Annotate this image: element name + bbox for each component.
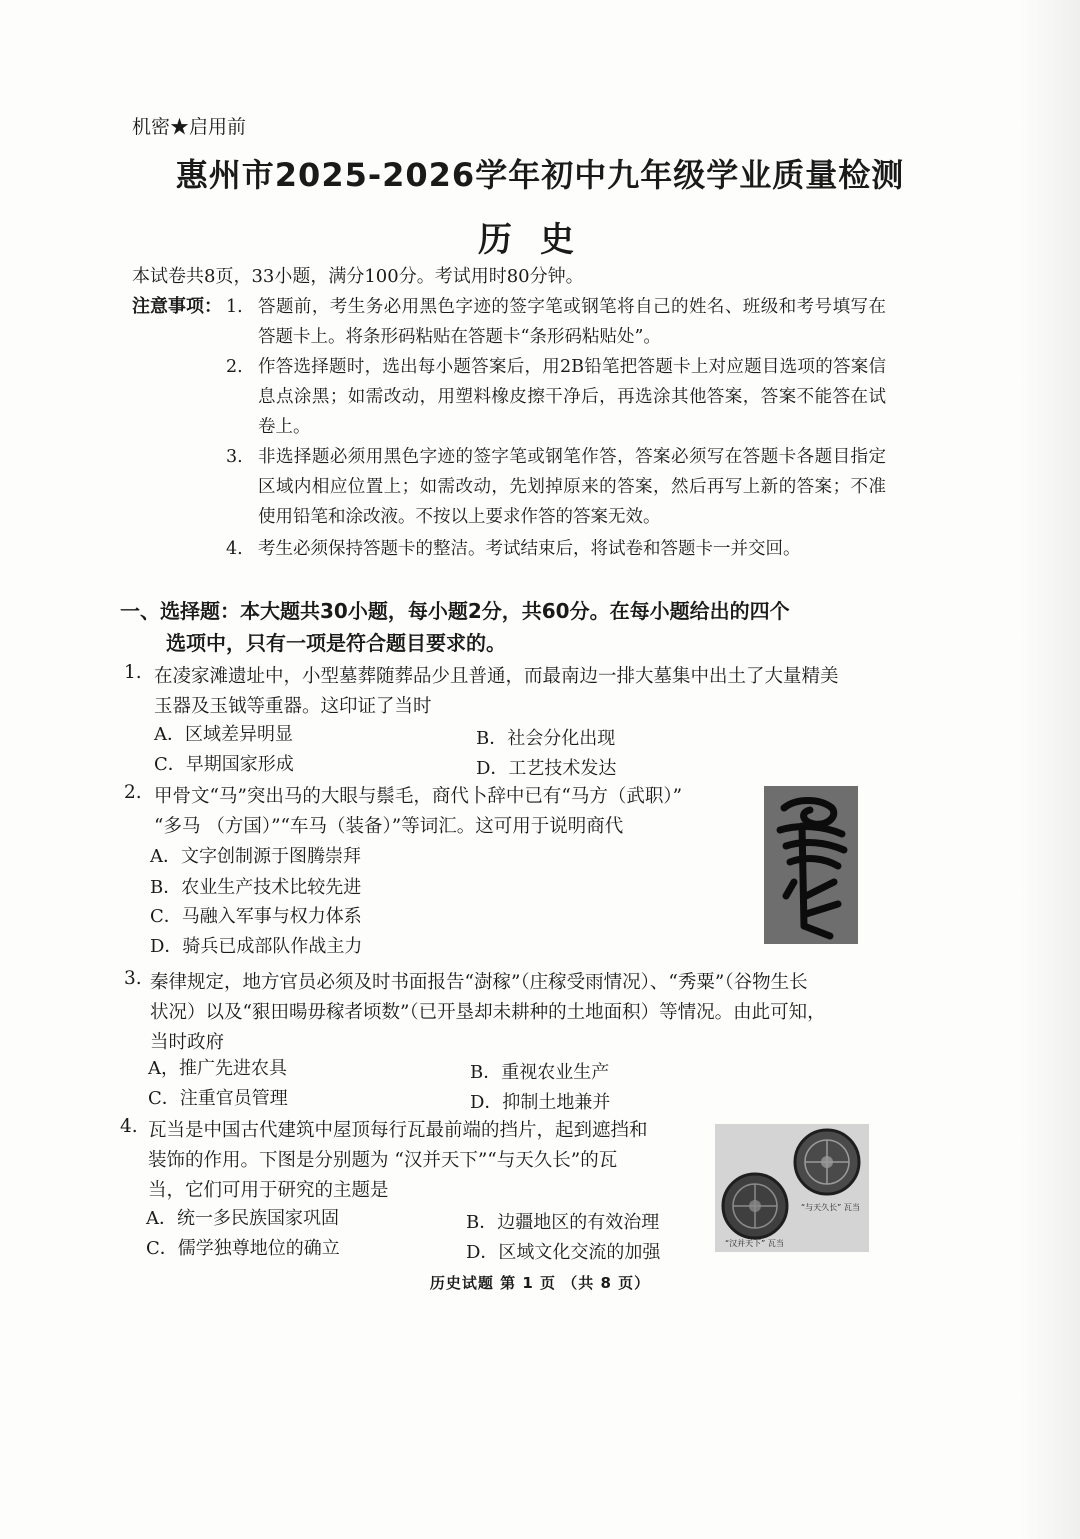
question-3-number: 3.	[124, 968, 142, 989]
note-item	[226, 534, 886, 564]
confidential-mark: 机密★启用前	[132, 116, 247, 138]
stem-line: 秦律规定，地方官员必须及时书面报告“澍稼”（庄稼受雨情况）、“秀粟”（谷物生长	[150, 972, 808, 993]
roof-tile-pair-icon	[715, 1124, 869, 1252]
question-3-option-a: A，推广先进农具	[148, 1058, 287, 1079]
page-footer: 历史试题 第 1 页 （共 8 页）	[429, 1274, 651, 1292]
question-1-option-b: B．社会分化出现	[476, 728, 616, 749]
exam-title: 惠州市2025-2026学年初中九年级学业质量检测	[175, 156, 905, 194]
question-3-option-b: B．重视农业生产	[470, 1062, 610, 1083]
question-2-option-c: C．马融入军事与权力体系	[150, 906, 362, 927]
subject-title: 历史	[478, 220, 602, 260]
question-2-stem	[154, 782, 774, 842]
note-text: 非选择题必须用黑色字迹的签字笔或钢笔作答，答案必须写在答题卡各题目指定区域内相应位置上；如需改动，先划掉原来的答案，然后再写上新的答案；不准使用铅笔和涂改液。不按以上要求作答的答案无效。	[258, 447, 886, 527]
stem-line: 在凌家滩遗址中，小型墓葬随葬品少且普通，而最南边一排大墓集中出土了大量精美	[154, 666, 839, 687]
question-4-option-b: B．边疆地区的有效治理	[466, 1212, 660, 1233]
question-4-option-d: D．区域文化交流的加强	[466, 1242, 661, 1263]
question-4-option-a: A．统一多民族国家巩固	[146, 1208, 339, 1229]
section-heading-line1: 一、选择题：本大题共30小题，每小题2分，共60分。在每小题给出的四个	[120, 599, 790, 623]
tile-caption-left: “汉并天下” 瓦当	[725, 1239, 784, 1248]
question-2-option-b: B．农业生产技术比较先进	[150, 877, 362, 898]
question-1-option-a: A．区域差异明显	[154, 724, 293, 745]
question-2-option-a: A．文字创制源于图腾崇拜	[150, 846, 361, 867]
stem-line: 当，它们可用于研究的主题是	[148, 1180, 389, 1201]
stem-line: 甲骨文“马”突出马的大眼与鬃毛，商代卜辞中已有“马方（武职）”	[154, 786, 683, 807]
note-item	[226, 292, 886, 352]
note-item	[226, 442, 886, 532]
question-4-stem	[148, 1116, 708, 1206]
stem-line: 当时政府	[150, 1032, 225, 1053]
question-4-option-c: C．儒学独尊地位的确立	[146, 1238, 340, 1259]
note-item	[226, 352, 886, 442]
note-number: 4.	[226, 539, 243, 559]
question-3-option-d: D．抑制土地兼并	[470, 1092, 611, 1113]
note-number: 3.	[226, 447, 243, 467]
question-1-number: 1.	[124, 662, 142, 683]
horse-glyph-icon	[764, 786, 858, 944]
question-4-number: 4.	[120, 1116, 138, 1137]
question-1-option-c: C．早期国家形成	[154, 754, 294, 775]
stem-line: “多马 （方国）”“车马（装备）”等词汇。这可用于说明商代	[154, 816, 624, 837]
question-1-stem	[154, 662, 894, 722]
oracle-bone-horse-image	[764, 786, 858, 944]
note-text: 答题前，考生务必用黑色字迹的签字笔或钢笔将自己的姓名、班级和考号填写在答题卡上。将条形码粘贴在答题卡“条形码粘贴处”。	[258, 297, 886, 347]
note-number: 2.	[226, 357, 243, 377]
stem-line: 状况）以及“豤田暘毋稼者顷数”（已开垦却未耕种的土地面积）等情况。由此可知，	[150, 1002, 826, 1023]
roof-tile-image	[715, 1124, 869, 1252]
section-heading	[120, 595, 890, 659]
exam-summary: 本试卷共8页，33小题，满分100分。考试用时80分钟。	[132, 266, 584, 287]
question-1-option-d: D．工艺技术发达	[476, 758, 617, 779]
question-3-stem	[150, 968, 890, 1058]
stem-line: 瓦当是中国古代建筑中屋顶每行瓦最前端的挡片，起到遮挡和	[148, 1120, 648, 1141]
question-2-number: 2.	[124, 782, 142, 803]
stem-line: 玉器及玉钺等重器。这印证了当时	[154, 696, 432, 717]
question-2-option-d: D．骑兵已成部队作战主力	[150, 936, 363, 957]
note-number: 1.	[226, 297, 243, 317]
stem-line: 装饰的作用。下图是分别题为 “汉并天下”“与天久长”的瓦	[148, 1150, 618, 1171]
note-text: 作答选择题时，选出每小题答案后，用2B铅笔把答题卡上对应题目选项的答案信息点涂黑；如需改动，用塑料橡皮擦干净后，再选涂其他答案，答案不能答在试卷上。	[258, 357, 886, 437]
question-3-option-c: C．注重官员管理	[148, 1088, 288, 1109]
notes-label: 注意事项：	[132, 296, 222, 317]
note-text: 考生必须保持答题卡的整洁。考试结束后，将试卷和答题卡一并交回。	[258, 539, 801, 559]
tile-caption-right: “与天久长” 瓦当	[801, 1203, 860, 1212]
section-heading-line2: 选项中，只有一项是符合题目要求的。	[166, 631, 506, 655]
